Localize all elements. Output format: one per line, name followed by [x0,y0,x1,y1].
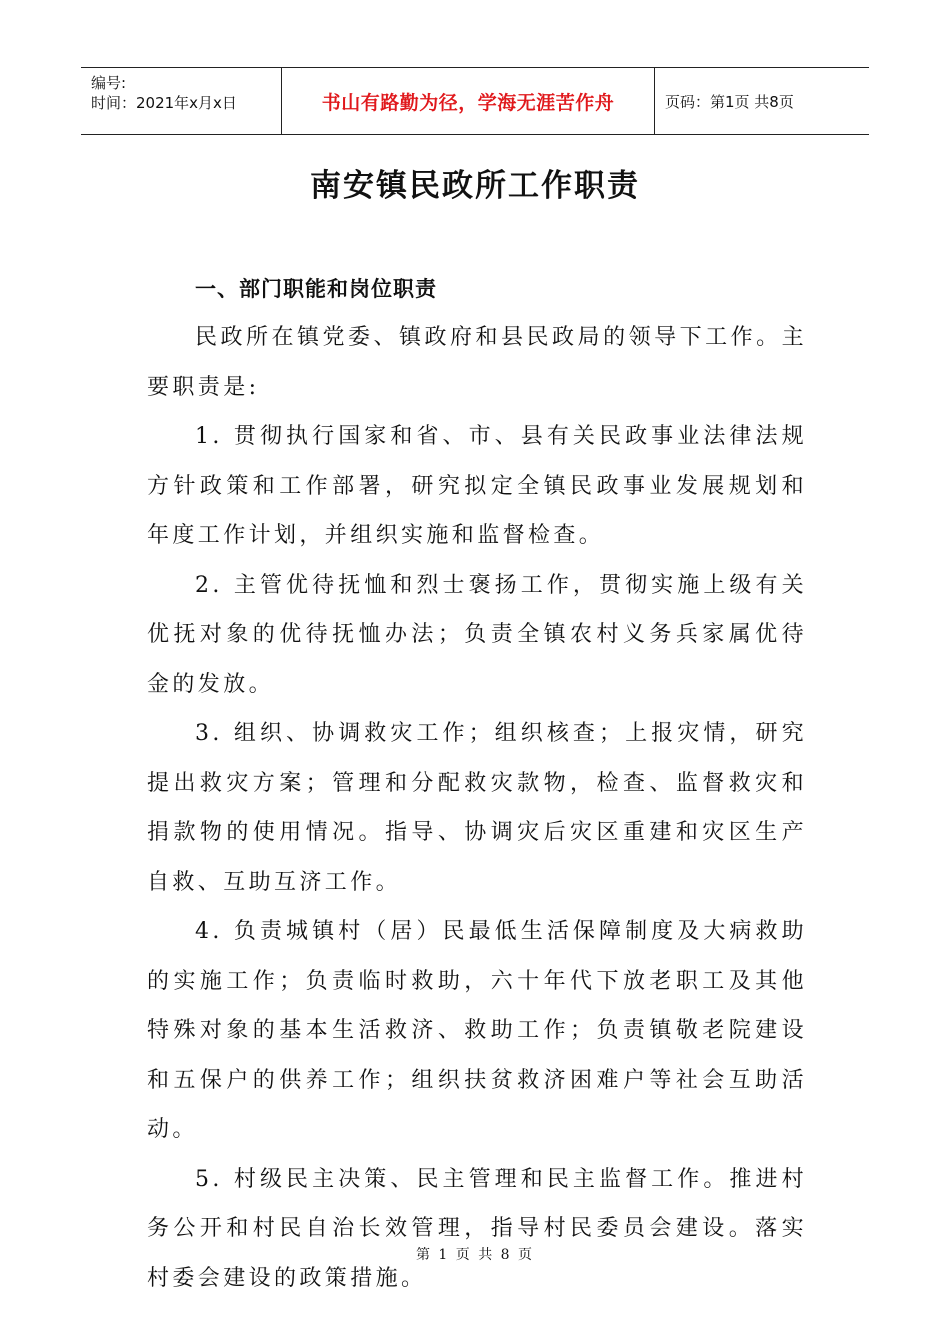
header-meta [81,68,281,134]
document-body [147,265,807,1303]
document-title: 南安镇民政所工作职责 [310,168,640,204]
document-number-label: 编号: [91,74,127,92]
document-header [81,67,869,135]
paragraph-item-1: 1. 贯彻执行国家和省、市、县有关民政事业法律法规方针政策和工作部署，研究拟定全镇民政事业发展规划和年度工作计划，并组织实施和监督检查。 [147,424,807,548]
paragraph-item-5: 5. 村级民主决策、民主管理和民主监督工作。推进村务公开和村民自治长效管理，指导村民委员会建设。落实村委会建设的政策措施。 [147,1166,807,1291]
paragraph-item-3: 3. 组织、协调救灾工作；组织核查；上报灾情，研究提出救灾方案；管理和分配救灾款物，检查、监督救灾和捐款物的使用情况。指导、协调灾后灾区重建和灾区生产自救、互助互济工作。 [147,721,807,895]
header-page-info: 页码：第1页 共8页 [665,92,794,111]
section-heading: 一、部门职能和岗位职责 [195,276,437,301]
paragraph-item-4: 4. 负责城镇村（居）民最低生活保障制度及大病救助的实施工作；负责临时救助，六十年代下放老职工及其他特殊对象的基本生活救济、救助工作；负责镇敬老院建设和五保户的供养工作；组织扶贫救济困难户等社会互助活动。 [147,919,807,1142]
paragraph-intro: 民政所在镇党委、镇政府和县民政局的领导下工作。主要职责是: [147,325,807,400]
header-page-cell [655,68,869,134]
page-footer: 第 1 页 共 8 页 [415,1247,535,1263]
header-motto-cell [281,68,655,134]
header-motto: 书山有路勤为径，学海无涯苦作舟 [321,91,615,114]
paragraph-item-2: 2. 主管优待抚恤和烈士褒扬工作，贯彻实施上级有关优抚对象的优待抚恤办法；负责全镇农村义务兵家属优待金的发放。 [147,572,807,697]
document-time-label: 时间：2021年x月x日 [91,94,237,112]
